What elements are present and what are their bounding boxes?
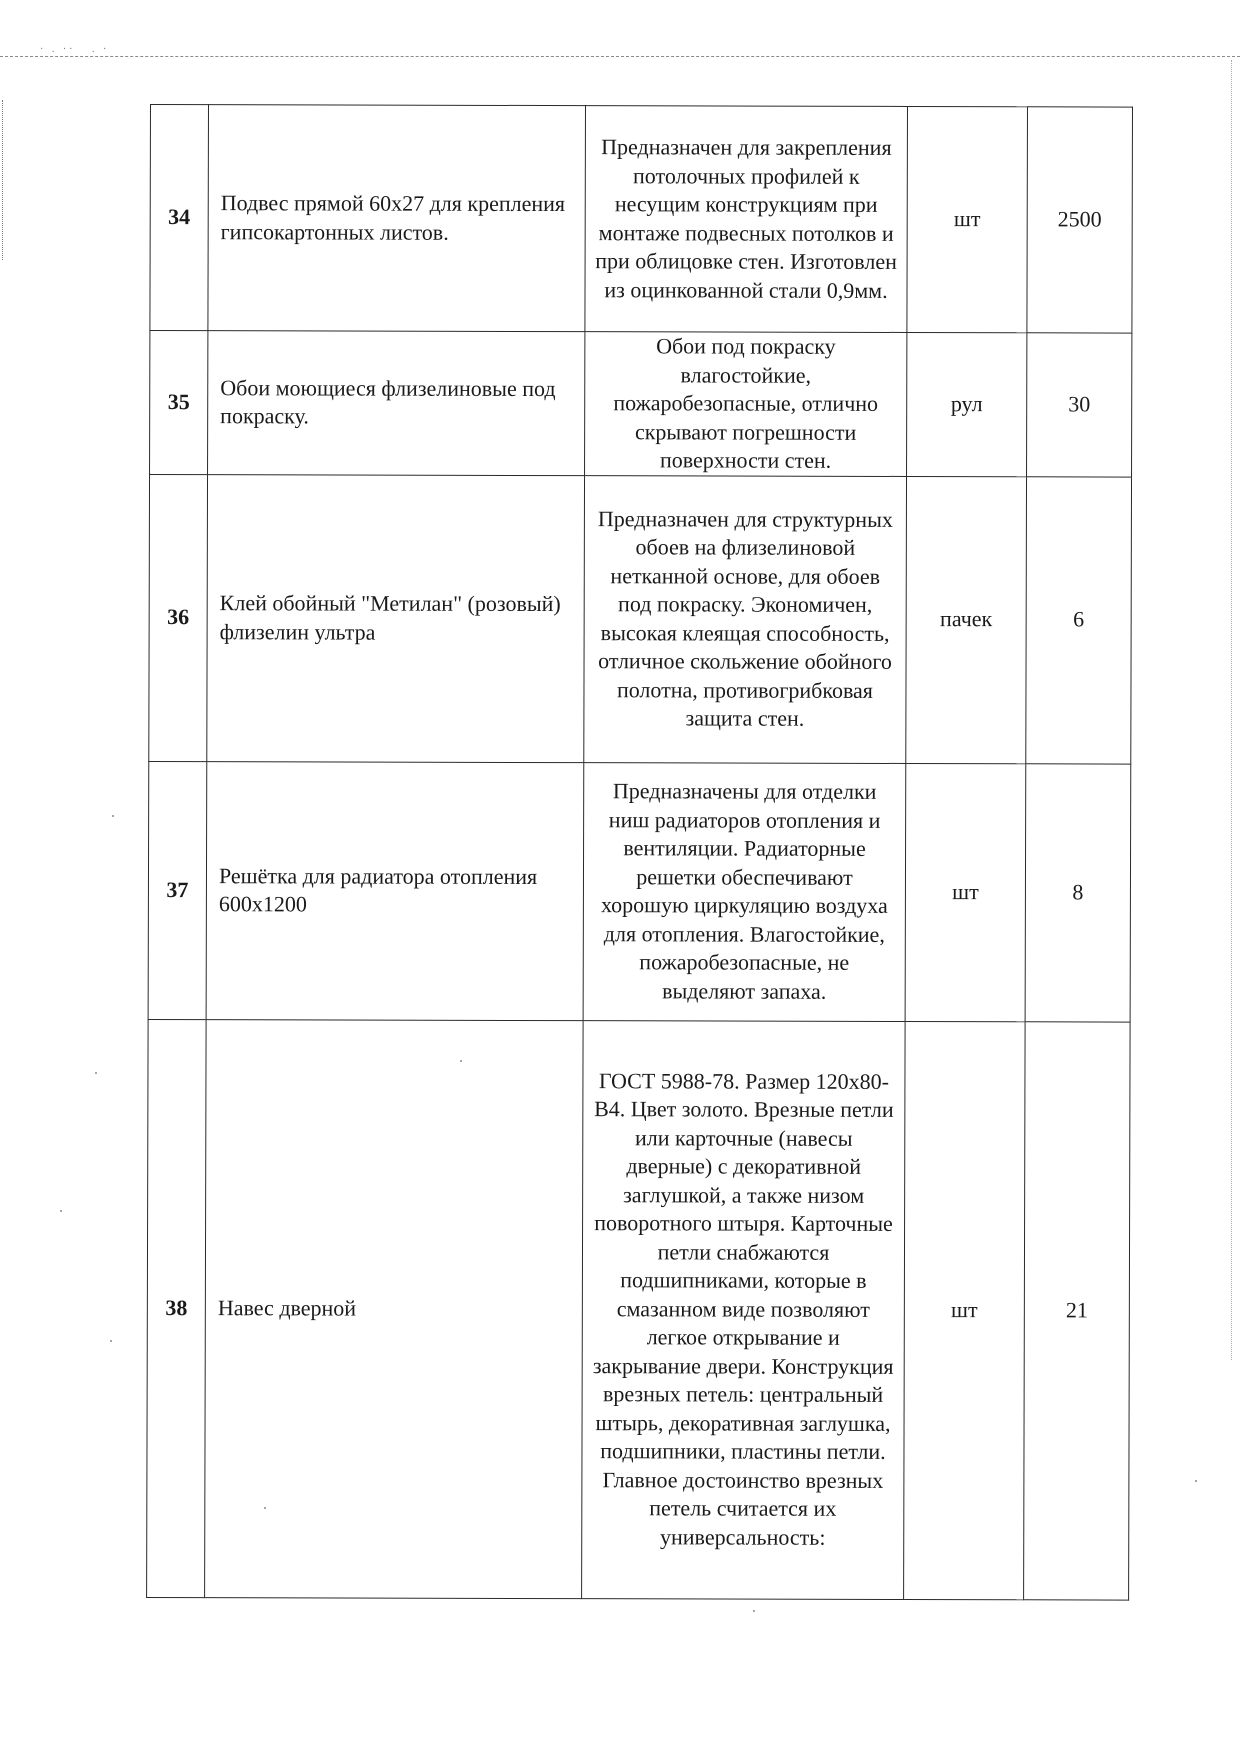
- scan-speck: [264, 1507, 266, 1509]
- row-number: 35: [150, 331, 208, 475]
- item-name: Обои моющиеся флизелиновые под покраску.: [208, 331, 585, 475]
- item-unit: шт: [904, 1021, 1026, 1599]
- scan-speck: [1195, 1480, 1197, 1482]
- scan-artifact: · . ·· . ·: [40, 44, 110, 55]
- scan-speck: [112, 815, 114, 817]
- item-quantity: 2500: [1027, 107, 1133, 333]
- item-unit: рул: [907, 332, 1027, 476]
- scan-edge-left: [2, 100, 5, 260]
- row-number: 34: [150, 105, 209, 331]
- scan-speck: [460, 1060, 462, 1062]
- item-description: Обои под покраску влагостойкие, пожаробезопасные, отлично скрывают погрешности поверхности стен.: [585, 332, 907, 476]
- item-name: Решётка для радиатора отопления 600х1200: [206, 761, 584, 1020]
- item-quantity: 6: [1026, 476, 1132, 763]
- scan-speck: [60, 1210, 62, 1212]
- item-name: Навес дверной: [205, 1019, 584, 1598]
- table-row: [149, 474, 1132, 764]
- item-description: Предназначен для структурных обоев на флизелиновой нетканной основе, для обоев под покраску. Экономичен, высокая клеящая способность, отличное скольжение обойного полотна, противогрибковая защита стен.: [584, 475, 907, 763]
- table-row: [150, 105, 1133, 334]
- item-unit: шт: [907, 106, 1028, 332]
- item-name: Клей обойный "Метилан" (розовый) флизелин ультра: [207, 474, 585, 762]
- item-description: Предназначен для закрепления потолочных профилей к несущим конструкциям при монтаже подвесных потолков и при облицовке стен. Изготовлен из оцинкованной стали 0,9мм.: [585, 106, 908, 333]
- page-top-rule: [0, 56, 1240, 57]
- item-description: ГОСТ 5988-78. Размер 120х80-В4. Цвет золото. Врезные петли или карточные (навесы дверные) с декоративной заглушкой, а также низом поворотного штыря. Карточные петли снабжаются подшипниками, которые в смазанном виде позволяют легкое открывание и закрывание двери. Конструкция врезных петель: центральный штырь, декоративная заглушка, подшипники, пластины петли. Главное достоинство врезных петель считается их универсальность:: [582, 1020, 906, 1599]
- row-number: 38: [147, 1019, 207, 1597]
- row-number: 36: [149, 474, 208, 761]
- item-unit: пачек: [906, 476, 1027, 763]
- specification-table: [146, 104, 1133, 1600]
- item-name: Подвес прямой 60х27 для крепления гипсокартонных листов.: [208, 105, 586, 332]
- row-number: 37: [148, 761, 207, 1019]
- scan-speck: [95, 1072, 97, 1074]
- item-quantity: 8: [1025, 763, 1131, 1021]
- scan-edge-right: [1231, 60, 1234, 1360]
- item-description: Предназначены для отделки ниш радиаторов отопления и вентиляции. Радиаторные решетки обеспечивают хорошую циркуляцию воздуха для отопления. Влагостойкие, пожаробезопасные, не выделяют запаха.: [583, 762, 906, 1021]
- table-row: [150, 331, 1132, 477]
- scan-speck: [110, 1340, 112, 1342]
- item-quantity: 21: [1024, 1021, 1131, 1599]
- scan-speck: [753, 1610, 755, 1612]
- table-row: [147, 1019, 1131, 1600]
- table-row: [148, 761, 1131, 1022]
- item-unit: шт: [905, 763, 1026, 1021]
- item-quantity: 30: [1027, 333, 1132, 477]
